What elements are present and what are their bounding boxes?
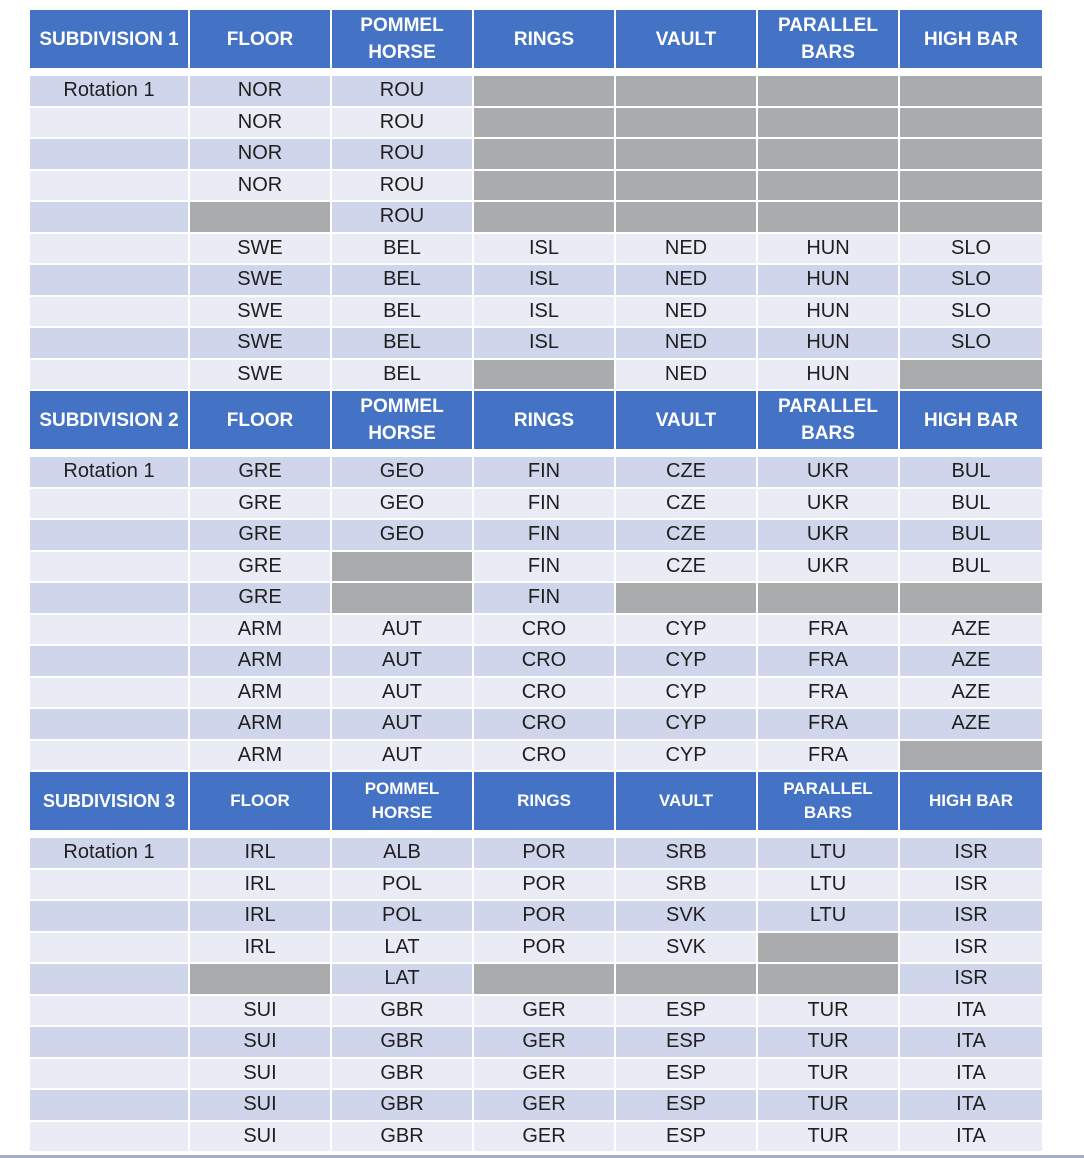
empty-slot-cell bbox=[616, 171, 758, 203]
table-row bbox=[30, 552, 1042, 584]
rotation-label bbox=[30, 297, 190, 329]
rotation-label bbox=[30, 139, 190, 171]
team-code-cell: ROU bbox=[332, 108, 474, 140]
team-code-cell: UKR bbox=[758, 489, 900, 521]
team-code-cell: SRB bbox=[616, 870, 758, 902]
team-code-cell: GBR bbox=[332, 1122, 474, 1154]
empty-slot-cell bbox=[474, 202, 616, 234]
table-row bbox=[30, 1059, 1042, 1091]
team-code-cell: POR bbox=[474, 838, 616, 870]
empty-slot-cell bbox=[616, 139, 758, 171]
team-code-cell: UKR bbox=[758, 520, 900, 552]
table-row bbox=[30, 171, 1042, 203]
empty-slot-cell bbox=[616, 108, 758, 140]
team-code-cell: IRL bbox=[190, 870, 332, 902]
empty-slot-cell bbox=[616, 76, 758, 108]
team-code-cell: SUI bbox=[190, 1059, 332, 1091]
team-code-cell: CZE bbox=[616, 457, 758, 489]
team-code-cell: CRO bbox=[474, 646, 616, 678]
rotation-label bbox=[30, 901, 190, 933]
team-code-cell: POL bbox=[332, 901, 474, 933]
team-code-cell: BUL bbox=[900, 457, 1042, 489]
team-code-cell: POR bbox=[474, 933, 616, 965]
team-code-cell: BUL bbox=[900, 489, 1042, 521]
team-code-cell: GRE bbox=[190, 489, 332, 521]
table-row bbox=[30, 139, 1042, 171]
empty-slot-cell bbox=[474, 139, 616, 171]
rotation-label bbox=[30, 646, 190, 678]
apparatus-header: HIGH BAR bbox=[900, 772, 1042, 832]
team-code-cell: ISL bbox=[474, 297, 616, 329]
team-code-cell: GEO bbox=[332, 520, 474, 552]
empty-slot-cell bbox=[616, 964, 758, 996]
team-code-cell: SRB bbox=[616, 838, 758, 870]
team-code-cell: UKR bbox=[758, 552, 900, 584]
team-code-cell: CZE bbox=[616, 552, 758, 584]
team-code-cell: ISR bbox=[900, 901, 1042, 933]
team-code-cell: BEL bbox=[332, 360, 474, 392]
team-code-cell: ARM bbox=[190, 678, 332, 710]
team-code-cell: NED bbox=[616, 265, 758, 297]
team-code-cell: TUR bbox=[758, 1122, 900, 1154]
team-code-cell: CRO bbox=[474, 678, 616, 710]
table-row bbox=[30, 520, 1042, 552]
team-code-cell: AUT bbox=[332, 646, 474, 678]
team-code-cell: TUR bbox=[758, 1059, 900, 1091]
team-code-cell: GRE bbox=[190, 552, 332, 584]
subdivision-title: SUBDIVISION 2 bbox=[30, 391, 190, 451]
team-code-cell: TUR bbox=[758, 1090, 900, 1122]
team-code-cell: GBR bbox=[332, 996, 474, 1028]
team-code-cell: LAT bbox=[332, 964, 474, 996]
table-row bbox=[30, 583, 1042, 615]
table-row bbox=[30, 76, 1042, 108]
team-code-cell: NED bbox=[616, 297, 758, 329]
team-code-cell: HUN bbox=[758, 265, 900, 297]
team-code-cell: TUR bbox=[758, 996, 900, 1028]
table-row bbox=[30, 964, 1042, 996]
team-code-cell: LTU bbox=[758, 870, 900, 902]
apparatus-header: POMMEL HORSE bbox=[332, 772, 474, 832]
empty-slot-cell bbox=[190, 202, 332, 234]
table-row bbox=[30, 996, 1042, 1028]
empty-slot-cell bbox=[616, 202, 758, 234]
team-code-cell: SUI bbox=[190, 1027, 332, 1059]
team-code-cell: ESP bbox=[616, 1122, 758, 1154]
team-code-cell: ROU bbox=[332, 76, 474, 108]
rotation-label bbox=[30, 1090, 190, 1122]
table-row bbox=[30, 1027, 1042, 1059]
team-code-cell: ISL bbox=[474, 265, 616, 297]
rotation-label: Rotation 1 bbox=[30, 457, 190, 489]
team-code-cell: GRE bbox=[190, 583, 332, 615]
team-code-cell: NOR bbox=[190, 171, 332, 203]
team-code-cell: AZE bbox=[900, 709, 1042, 741]
team-code-cell: ITA bbox=[900, 1090, 1042, 1122]
team-code-cell: CYP bbox=[616, 678, 758, 710]
team-code-cell: ESP bbox=[616, 1059, 758, 1091]
team-code-cell: CZE bbox=[616, 489, 758, 521]
team-code-cell: ROU bbox=[332, 202, 474, 234]
table-row bbox=[30, 709, 1042, 741]
apparatus-header: FLOOR bbox=[190, 391, 332, 451]
apparatus-header: POMMEL HORSE bbox=[332, 391, 474, 451]
team-code-cell: FRA bbox=[758, 646, 900, 678]
table-row bbox=[30, 870, 1042, 902]
team-code-cell: CZE bbox=[616, 520, 758, 552]
table-row bbox=[30, 646, 1042, 678]
team-code-cell: ARM bbox=[190, 615, 332, 647]
team-code-cell: CYP bbox=[616, 741, 758, 773]
table-row bbox=[30, 202, 1042, 234]
team-code-cell: LAT bbox=[332, 933, 474, 965]
empty-slot-cell bbox=[758, 171, 900, 203]
team-code-cell: IRL bbox=[190, 838, 332, 870]
team-code-cell: IRL bbox=[190, 901, 332, 933]
empty-slot-cell bbox=[900, 583, 1042, 615]
empty-slot-cell bbox=[474, 360, 616, 392]
team-code-cell: ROU bbox=[332, 139, 474, 171]
team-code-cell: CRO bbox=[474, 741, 616, 773]
team-code-cell: ITA bbox=[900, 1059, 1042, 1091]
subdivision-header-row bbox=[30, 10, 1042, 70]
table-row bbox=[30, 933, 1042, 965]
empty-slot-cell bbox=[758, 964, 900, 996]
team-code-cell: TUR bbox=[758, 1027, 900, 1059]
team-code-cell: FIN bbox=[474, 520, 616, 552]
team-code-cell: NED bbox=[616, 360, 758, 392]
team-code-cell: SLO bbox=[900, 328, 1042, 360]
team-code-cell: CRO bbox=[474, 615, 616, 647]
team-code-cell: ARM bbox=[190, 646, 332, 678]
team-code-cell: BUL bbox=[900, 520, 1042, 552]
team-code-cell: ARM bbox=[190, 709, 332, 741]
rotation-label bbox=[30, 1059, 190, 1091]
team-code-cell: SWE bbox=[190, 234, 332, 266]
team-code-cell: ISR bbox=[900, 870, 1042, 902]
team-code-cell: ARM bbox=[190, 741, 332, 773]
table-row bbox=[30, 234, 1042, 266]
rotation-label bbox=[30, 489, 190, 521]
empty-slot-cell bbox=[900, 741, 1042, 773]
table-row bbox=[30, 108, 1042, 140]
team-code-cell: GER bbox=[474, 1059, 616, 1091]
team-code-cell: ROU bbox=[332, 171, 474, 203]
table-row bbox=[30, 1122, 1042, 1154]
rotation-label bbox=[30, 996, 190, 1028]
rotation-label bbox=[30, 552, 190, 584]
team-code-cell: ESP bbox=[616, 1027, 758, 1059]
apparatus-header: RINGS bbox=[474, 10, 616, 70]
apparatus-header: POMMEL HORSE bbox=[332, 10, 474, 70]
team-code-cell: LTU bbox=[758, 838, 900, 870]
empty-slot-cell bbox=[900, 76, 1042, 108]
subdivision-header-row bbox=[30, 772, 1042, 832]
rotation-label bbox=[30, 709, 190, 741]
team-code-cell: ITA bbox=[900, 1122, 1042, 1154]
rotation-label bbox=[30, 171, 190, 203]
empty-slot-cell bbox=[900, 139, 1042, 171]
team-code-cell: HUN bbox=[758, 297, 900, 329]
team-code-cell: GER bbox=[474, 1090, 616, 1122]
apparatus-header: PARALLEL BARS bbox=[758, 391, 900, 451]
team-code-cell: GEO bbox=[332, 489, 474, 521]
team-code-cell: FIN bbox=[474, 489, 616, 521]
team-code-cell: NOR bbox=[190, 76, 332, 108]
team-code-cell: ISR bbox=[900, 933, 1042, 965]
team-code-cell: BEL bbox=[332, 297, 474, 329]
table-row bbox=[30, 265, 1042, 297]
rotation-label bbox=[30, 964, 190, 996]
team-code-cell: BEL bbox=[332, 328, 474, 360]
team-code-cell: NED bbox=[616, 234, 758, 266]
team-code-cell: GER bbox=[474, 1027, 616, 1059]
empty-slot-cell bbox=[900, 202, 1042, 234]
team-code-cell: ITA bbox=[900, 1027, 1042, 1059]
team-code-cell: AUT bbox=[332, 615, 474, 647]
rotation-label bbox=[30, 328, 190, 360]
rotation-label bbox=[30, 583, 190, 615]
empty-slot-cell bbox=[758, 583, 900, 615]
apparatus-header: VAULT bbox=[616, 391, 758, 451]
empty-slot-cell bbox=[332, 583, 474, 615]
team-code-cell: NOR bbox=[190, 108, 332, 140]
team-code-cell: ESP bbox=[616, 996, 758, 1028]
table-row bbox=[30, 615, 1042, 647]
apparatus-header: RINGS bbox=[474, 391, 616, 451]
empty-slot-cell bbox=[758, 108, 900, 140]
rotation-label bbox=[30, 1027, 190, 1059]
team-code-cell: AUT bbox=[332, 709, 474, 741]
apparatus-header: HIGH BAR bbox=[900, 391, 1042, 451]
team-code-cell: ISL bbox=[474, 328, 616, 360]
empty-slot-cell bbox=[474, 171, 616, 203]
table-row bbox=[30, 457, 1042, 489]
team-code-cell: GER bbox=[474, 1122, 616, 1154]
rotation-label: Rotation 1 bbox=[30, 76, 190, 108]
rotation-label: Rotation 1 bbox=[30, 838, 190, 870]
empty-slot-cell bbox=[758, 76, 900, 108]
team-code-cell: ISL bbox=[474, 234, 616, 266]
team-code-cell: HUN bbox=[758, 234, 900, 266]
empty-slot-cell bbox=[190, 964, 332, 996]
subdivision-header-row bbox=[30, 391, 1042, 451]
team-code-cell: BEL bbox=[332, 234, 474, 266]
team-code-cell: POL bbox=[332, 870, 474, 902]
team-code-cell: FRA bbox=[758, 615, 900, 647]
team-code-cell: SLO bbox=[900, 234, 1042, 266]
team-code-cell: SVK bbox=[616, 901, 758, 933]
team-code-cell: SWE bbox=[190, 297, 332, 329]
empty-slot-cell bbox=[474, 76, 616, 108]
team-code-cell: FRA bbox=[758, 678, 900, 710]
rotation-label bbox=[30, 360, 190, 392]
team-code-cell: FRA bbox=[758, 709, 900, 741]
team-code-cell: IRL bbox=[190, 933, 332, 965]
empty-slot-cell bbox=[758, 202, 900, 234]
team-code-cell: POR bbox=[474, 901, 616, 933]
team-code-cell: POR bbox=[474, 870, 616, 902]
rotation-label bbox=[30, 933, 190, 965]
empty-slot-cell bbox=[474, 108, 616, 140]
team-code-cell: AZE bbox=[900, 646, 1042, 678]
subdivision-title: SUBDIVISION 3 bbox=[30, 772, 190, 832]
team-code-cell: GBR bbox=[332, 1059, 474, 1091]
team-code-cell: GRE bbox=[190, 457, 332, 489]
team-code-cell: SWE bbox=[190, 328, 332, 360]
team-code-cell: GEO bbox=[332, 457, 474, 489]
empty-slot-cell bbox=[332, 552, 474, 584]
rotation-label bbox=[30, 234, 190, 266]
team-code-cell: SUI bbox=[190, 1090, 332, 1122]
apparatus-header: HIGH BAR bbox=[900, 10, 1042, 70]
team-code-cell: SWE bbox=[190, 265, 332, 297]
team-code-cell: BUL bbox=[900, 552, 1042, 584]
table-row bbox=[30, 328, 1042, 360]
team-code-cell: HUN bbox=[758, 328, 900, 360]
empty-slot-cell bbox=[900, 171, 1042, 203]
rotation-label bbox=[30, 870, 190, 902]
empty-slot-cell bbox=[900, 360, 1042, 392]
subdivision-title: SUBDIVISION 1 bbox=[30, 10, 190, 70]
table-row bbox=[30, 901, 1042, 933]
rotation-label bbox=[30, 1122, 190, 1154]
empty-slot-cell bbox=[474, 964, 616, 996]
team-code-cell: ISR bbox=[900, 964, 1042, 996]
team-code-cell: NED bbox=[616, 328, 758, 360]
team-code-cell: ISR bbox=[900, 838, 1042, 870]
team-code-cell: FRA bbox=[758, 741, 900, 773]
table-row bbox=[30, 1090, 1042, 1122]
team-code-cell: CYP bbox=[616, 646, 758, 678]
team-code-cell: LTU bbox=[758, 901, 900, 933]
team-code-cell: SWE bbox=[190, 360, 332, 392]
team-code-cell: CRO bbox=[474, 709, 616, 741]
table-row bbox=[30, 678, 1042, 710]
team-code-cell: FIN bbox=[474, 583, 616, 615]
apparatus-header: PARALLEL BARS bbox=[758, 772, 900, 832]
team-code-cell: ITA bbox=[900, 996, 1042, 1028]
apparatus-header: RINGS bbox=[474, 772, 616, 832]
table-row bbox=[30, 297, 1042, 329]
rotation-schedule-table bbox=[30, 10, 1042, 1153]
team-code-cell: SLO bbox=[900, 265, 1042, 297]
team-code-cell: ESP bbox=[616, 1090, 758, 1122]
empty-slot-cell bbox=[758, 139, 900, 171]
team-code-cell: NOR bbox=[190, 139, 332, 171]
table-row bbox=[30, 489, 1042, 521]
team-code-cell: CYP bbox=[616, 615, 758, 647]
rotation-label bbox=[30, 202, 190, 234]
team-code-cell: GBR bbox=[332, 1027, 474, 1059]
apparatus-header: VAULT bbox=[616, 772, 758, 832]
rotation-label bbox=[30, 615, 190, 647]
team-code-cell: SVK bbox=[616, 933, 758, 965]
team-code-cell: CYP bbox=[616, 709, 758, 741]
team-code-cell: ALB bbox=[332, 838, 474, 870]
team-code-cell: FIN bbox=[474, 457, 616, 489]
rotation-label bbox=[30, 108, 190, 140]
table-row bbox=[30, 838, 1042, 870]
team-code-cell: GBR bbox=[332, 1090, 474, 1122]
team-code-cell: BEL bbox=[332, 265, 474, 297]
empty-slot-cell bbox=[900, 108, 1042, 140]
team-code-cell: GRE bbox=[190, 520, 332, 552]
team-code-cell: SLO bbox=[900, 297, 1042, 329]
rotation-label bbox=[30, 520, 190, 552]
apparatus-header: FLOOR bbox=[190, 10, 332, 70]
team-code-cell: GER bbox=[474, 996, 616, 1028]
apparatus-header: PARALLEL BARS bbox=[758, 10, 900, 70]
team-code-cell: AUT bbox=[332, 741, 474, 773]
team-code-cell: UKR bbox=[758, 457, 900, 489]
apparatus-header: VAULT bbox=[616, 10, 758, 70]
rotation-label bbox=[30, 265, 190, 297]
apparatus-header: FLOOR bbox=[190, 772, 332, 832]
team-code-cell: HUN bbox=[758, 360, 900, 392]
empty-slot-cell bbox=[616, 583, 758, 615]
team-code-cell: AUT bbox=[332, 678, 474, 710]
rotation-label bbox=[30, 741, 190, 773]
table-row bbox=[30, 360, 1042, 392]
team-code-cell: SUI bbox=[190, 1122, 332, 1154]
team-code-cell: SUI bbox=[190, 996, 332, 1028]
team-code-cell: AZE bbox=[900, 615, 1042, 647]
empty-slot-cell bbox=[758, 933, 900, 965]
table-row bbox=[30, 741, 1042, 773]
team-code-cell: FIN bbox=[474, 552, 616, 584]
team-code-cell: AZE bbox=[900, 678, 1042, 710]
rotation-label bbox=[30, 678, 190, 710]
